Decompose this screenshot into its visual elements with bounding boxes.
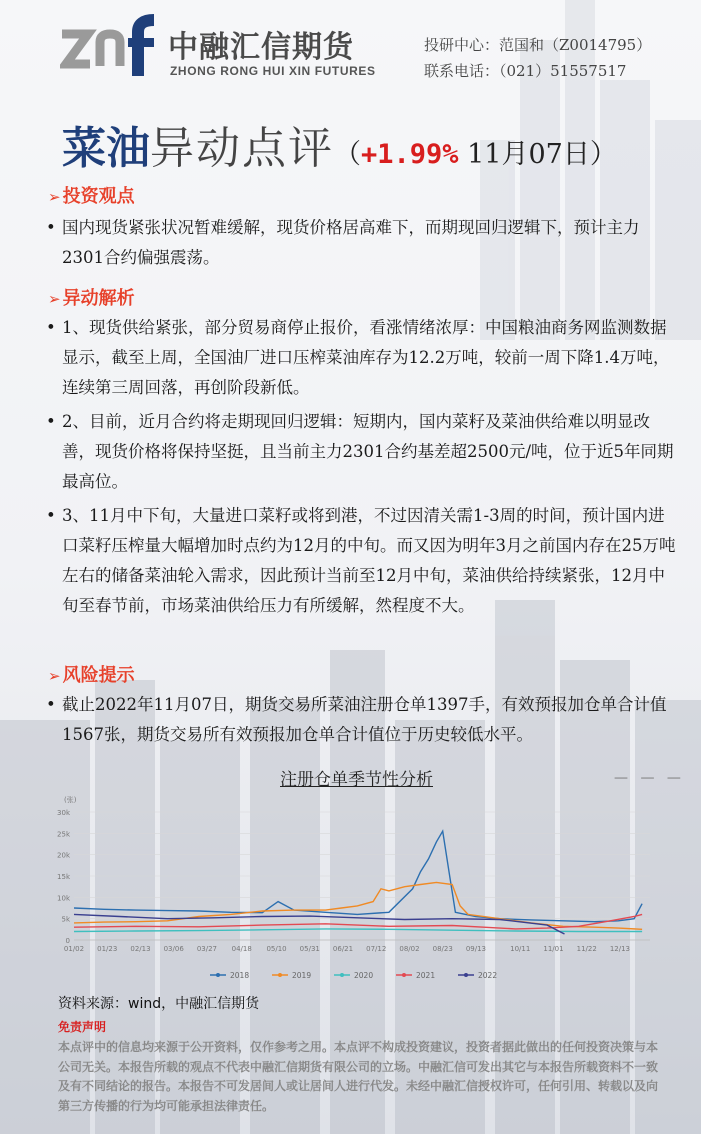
section-view-heading [48, 182, 135, 208]
chart-x-tick-label: 05/31 [299, 945, 320, 953]
analysis-text-3: 3、11月中下旬，大量进口菜籽或将到港，不过因清关需1-3周的时间，预计国内进口菜籽压榨量大幅增加时点约为12月的中旬。而又因为明年3月之前国内存在25万吨左右的储备菜油轮入需求，因此预计当前至12月中旬，菜油供给持续紧张，12月中旬至春节前，市场菜油供给压力有所缓解，然程度不大。 [62, 506, 676, 615]
chart-dash-decoration: — — — [614, 770, 685, 786]
section-analysis-label: 异动解析 [62, 288, 135, 309]
risk-text: 截止2022年11月07日，期货交易所菜油注册仓单1397手，有效预报加仓单合计值1567张，期货交易所有效预报加仓单合计值位于历史较低水平。 [62, 695, 667, 744]
view-paragraph [46, 213, 676, 273]
legend-label-2019: 2019 [292, 971, 312, 980]
chart-x-tick-label: 01/02 [63, 945, 85, 953]
chart-title: 注册仓单季节性分析 [280, 770, 433, 790]
legend-label-2021: 2021 [416, 971, 436, 980]
chart-x-tick-label: 09/13 [465, 945, 487, 953]
analysis-paragraph-1 [46, 313, 676, 403]
bullet-icon: • [46, 695, 56, 714]
legend-marker-2018 [216, 973, 220, 977]
analysis-text-2: 2、目前，近月合约将走期现回归逻辑：短期内，国内菜籽及菜油供给难以明显改善，现货价格将保持坚挺，且当前主力2301合约基差超2500元/吨，位于近5年同期最高位。 [62, 412, 674, 491]
title-paren-open: （ [334, 139, 361, 170]
chart-y-tick-label: 0 [65, 937, 70, 945]
disclaimer-title: 免责声明 [58, 1020, 107, 1034]
chart-y-tick-label: 20k [57, 851, 70, 860]
chart-x-tick-label: 03/27 [196, 945, 218, 953]
data-source: 资料来源：wind，中融汇信期货 [58, 996, 260, 1012]
chart-x-tick-label: 03/06 [163, 945, 184, 953]
contact-researcher: 投研中心：范国和（Z0014795） [424, 36, 652, 54]
company-logo-icon [60, 14, 160, 78]
title-kind: 异动点评 [150, 123, 334, 174]
title-product: 菜油 [62, 123, 150, 174]
section-risk-heading [48, 661, 135, 687]
analysis-paragraph-2 [46, 407, 676, 497]
title-change: +1.99% [361, 139, 459, 170]
section-arrow-icon: ➢ [48, 188, 61, 206]
bullet-icon: • [46, 506, 56, 525]
section-arrow-icon: ➢ [48, 667, 61, 685]
chart-y-tick-label: 15k [57, 873, 70, 881]
legend-marker-2021 [402, 973, 406, 977]
bullet-icon: • [46, 412, 56, 431]
page-title [62, 112, 617, 176]
disclaimer-text: 本点评中的信息均来源于公开资料，仅作参考之用。本点评不构成投资建议，投资者据此做出的任何投资决策与本公司无关。本报告所载的观点不代表中融汇信期货有限公司的立场。中融汇信可发出其它与本报告所载资料不一致及有不同结论的报告。本报告不可发居间人或让居间人进行代发。未经中融汇信授权许可，任何引用、转载以及向第三方传播的行为均可能承担法律责任。 [58, 1040, 659, 1113]
analysis-paragraph-3 [46, 501, 676, 621]
company-name-cn: 中融汇信期货 [168, 30, 354, 65]
legend-marker-2022 [464, 973, 468, 977]
chart-y-tick-label: 25k [57, 830, 70, 839]
chart-x-tick-label: 07/12 [366, 945, 387, 953]
bullet-icon: • [46, 318, 56, 337]
legend-label-2018: 2018 [230, 971, 250, 980]
chart-series-line-2019 [74, 882, 642, 929]
analysis-text-1: 1、现货供给紧张，部分贸易商停止报价，看涨情绪浓厚：中国粮油商务网监测数据显示，截至上周，全国油厂进口压榨菜油库存为12.2万吨，较前一周下降1.4万吨，连续第三周回落，再创阶段新低。 [62, 318, 670, 397]
view-text: 国内现货紧张状况暂难缓解，现货价格居高难下，而期现回归逻辑下，预计主力2301合约偏强震荡。 [62, 218, 640, 267]
chart-x-tick-label: 01/23 [97, 945, 118, 953]
chart-y-tick-label: 5k [61, 915, 70, 924]
section-risk-label: 风险提示 [62, 665, 135, 686]
chart-x-tick-label: 10/11 [510, 945, 531, 953]
chart-x-tick-label: 11/01 [543, 945, 564, 953]
warehouse-receipt-chart [50, 790, 670, 985]
chart-unit-label: (张) [64, 796, 77, 804]
chart-series-line-2018 [74, 831, 642, 922]
title-date: 11月07日） [458, 139, 617, 170]
contact-block [424, 32, 651, 84]
section-view-label: 投资观点 [62, 186, 135, 207]
company-name-en: ZHONG RONG HUI XIN FUTURES [170, 64, 376, 78]
legend-label-2022: 2022 [478, 971, 498, 980]
section-analysis-heading [48, 284, 135, 310]
chart-x-tick-label: 04/18 [231, 945, 252, 953]
chart-x-tick-label: 08/02 [399, 945, 420, 953]
chart-x-tick-label: 06/21 [332, 945, 354, 953]
legend-marker-2019 [278, 973, 282, 977]
chart-x-tick-label: 08/23 [432, 945, 453, 953]
chart-x-tick-label: 05/10 [266, 945, 287, 953]
legend-label-2020: 2020 [354, 971, 374, 980]
chart-x-tick-label: 02/13 [130, 945, 151, 953]
risk-paragraph [46, 690, 676, 750]
chart-x-tick-label: 11/22 [576, 945, 597, 953]
bullet-icon: • [46, 218, 56, 237]
chart-x-tick-label: 12/13 [609, 945, 631, 953]
chart-y-tick-label: 10k [57, 894, 70, 903]
chart-y-tick-label: 30k [57, 809, 70, 817]
section-arrow-icon: ➢ [48, 290, 61, 308]
contact-phone: 联系电话：（021）51557517 [424, 62, 627, 80]
legend-marker-2020 [340, 973, 344, 977]
